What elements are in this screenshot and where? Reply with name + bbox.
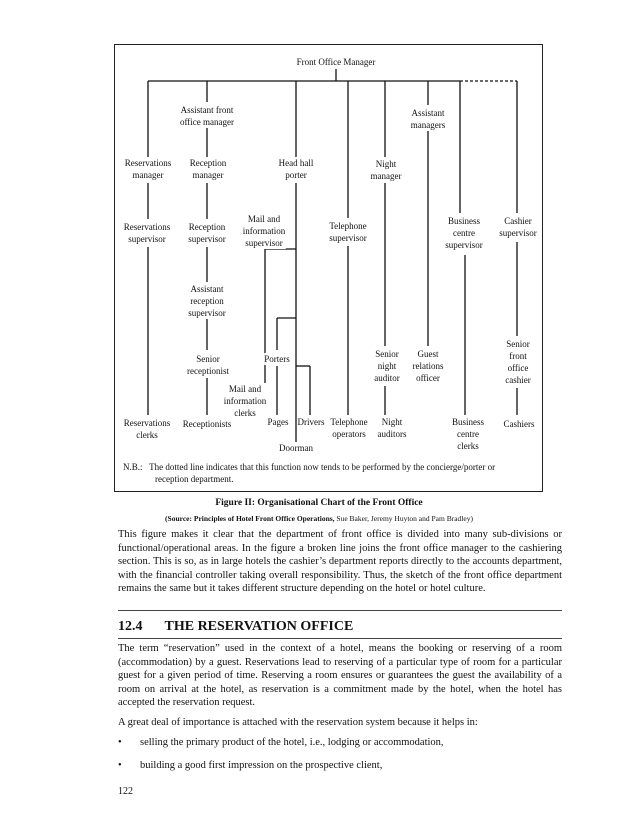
node-mail-information-supervisor [243,213,286,249]
node-label: Telephone [329,221,367,231]
node-guest-relations-officer [413,348,444,384]
figure-source [0,514,638,523]
node-label: clerks [234,408,256,418]
node-label: Assistant [190,284,224,294]
node-label: Cashier [504,216,532,226]
node-label: office manager [179,117,235,127]
node-senior-night-auditor [374,348,400,384]
page-number: 122 [118,786,133,797]
node-night-auditors [378,416,407,440]
node-label: Drivers [297,417,325,427]
node-label: supervisor [188,308,226,318]
node-label: Business [451,417,485,427]
node-doorman [279,442,313,454]
node-label: supervisor [245,238,283,248]
node-front-office-manager [297,56,376,68]
node-receptionists [183,418,232,430]
node-label: centre [453,228,475,238]
node-label: Assistant front [180,105,234,115]
node-label: information [223,396,267,406]
node-label: supervisor [445,240,483,250]
node-label: information [242,226,286,236]
node-label: Telephone [330,417,368,427]
node-assistant-reception-supervisor [188,283,226,319]
node-label: Night [375,159,397,169]
node-label: supervisor [499,228,537,238]
bullet-icon: • [118,760,122,771]
section-rule-top [118,610,562,611]
node-label: reception [190,296,224,306]
node-label: Guest [417,349,439,359]
list-item [118,760,382,771]
node-porters [264,353,290,365]
node-cashier-supervisor [499,215,537,239]
node-reservations-supervisor [124,221,171,245]
bullet-icon: • [118,737,122,748]
node-label: manager [370,171,402,181]
node-label: Senior [375,349,399,359]
paragraph: This figure makes it clear that the department of front office is divided into many sub-divisions or functional/operational areas. In the figure a broken line joins the front office manager to the cashiering section. This is so, as in large hotels the cashier’s department reports directly to the accounts department, with the financial controller taking overall responsibility. Thus, the sketch of the front office department remains the same but it takes different structure depending on the hotel or hotel culture. [118,529,562,594]
node-label: office [507,363,529,373]
footnote-line: reception department. [155,474,234,484]
node-label: Business [447,216,480,226]
node-reservations-clerks [124,417,171,441]
node-reception-manager [190,157,227,181]
list-item-text: building a good first impression on the prospective client, [140,760,383,771]
node-business-centre-supervisor [445,215,483,251]
node-label: Cashiers [503,419,535,429]
node-label: Mail and [228,384,262,394]
node-label: front [509,351,527,361]
node-label: relations [412,361,444,371]
node-label: Night [381,417,403,427]
node-label: supervisor [128,234,166,244]
node-drivers [298,416,325,428]
node-label: auditors [377,429,407,439]
node-label: Senior [506,339,530,349]
node-label: porter [285,170,307,180]
node-night-manager [371,158,402,182]
node-label: cashier [505,375,531,385]
node-label: Receptionists [182,419,232,429]
figure-caption: Figure II: Organisational Chart of the Front Office [215,498,423,508]
node-label: Reservations [124,158,172,168]
node-label: centre [457,429,479,439]
node-label: manager [132,170,164,180]
figure-source-authors: Sue Baker, Jeremy Huyton and Pam Bradley) [334,514,473,523]
node-label: Reception [188,222,226,232]
node-business-centre-clerks [452,416,484,452]
node-label: clerks [457,441,479,451]
node-label: Pages [267,417,289,427]
node-label: Front Office Manager [296,57,376,67]
node-senior-front-office-cashier [505,338,530,386]
section-rule-bottom [118,638,562,639]
node-telephone-operators [330,416,367,440]
node-head-hall-porter [279,157,314,181]
node-label: Doorman [279,443,313,453]
node-label: auditor [374,373,400,383]
node-label: Porters [264,354,290,364]
node-label: Reservations [123,222,171,232]
section-title: THE RESERVATION OFFICE [164,619,354,634]
node-label: receptionist [187,366,229,376]
paragraph: The term “reservation” used in the context of a hotel, means the booking or reserving of a room (accommodation) by a guest. Reservations lead to reserving of a particular type of room for a particular guest for a given period of time. Reserving a room ensures or guarantees the guest the availability of a room on arrival at the hotel, as reservation is a commitment made by the hotel, when the hotel has accepted the reservation request. [118,643,562,708]
node-label: Reservations [123,418,171,428]
paragraph: A great deal of importance is attached with the reservation system because it helps in: [118,717,478,728]
node-label: night [377,361,397,371]
node-label: Senior [196,354,220,364]
list-item-text: selling the primary product of the hotel, i.e., lodging or accommodation, [140,737,444,748]
node-label: supervisor [329,233,367,243]
node-label: managers [410,120,446,130]
footnote-line: N.B.: The dotted line indicates that this function now tends to be performed by the concierge/porter or [123,462,496,472]
list-item [118,737,444,748]
node-assistant-front-office-manager [180,104,234,128]
node-label: manager [192,170,224,180]
node-telephone-supervisor [329,220,367,244]
node-mail-information-clerks [224,383,267,419]
node-label: Assistant [411,108,445,118]
node-label: Head hall [278,158,314,168]
node-reception-supervisor [188,221,226,245]
figure-source-title: (Source: Principles of Hotel Front Office Operations, [165,514,335,523]
section-heading [118,619,353,635]
node-reservations-manager [125,157,172,181]
node-label: clerks [136,430,158,440]
node-assistant-managers [411,107,445,131]
node-cashiers [504,418,535,430]
node-label: supervisor [188,234,226,244]
node-senior-receptionist [187,353,229,377]
chart-footnote [123,461,495,485]
node-label: operators [332,429,366,439]
node-label: Reception [189,158,227,168]
node-label: officer [416,373,440,383]
section-number: 12.4 [118,619,143,634]
node-label: Mail and [247,214,281,224]
node-pages [268,416,289,428]
